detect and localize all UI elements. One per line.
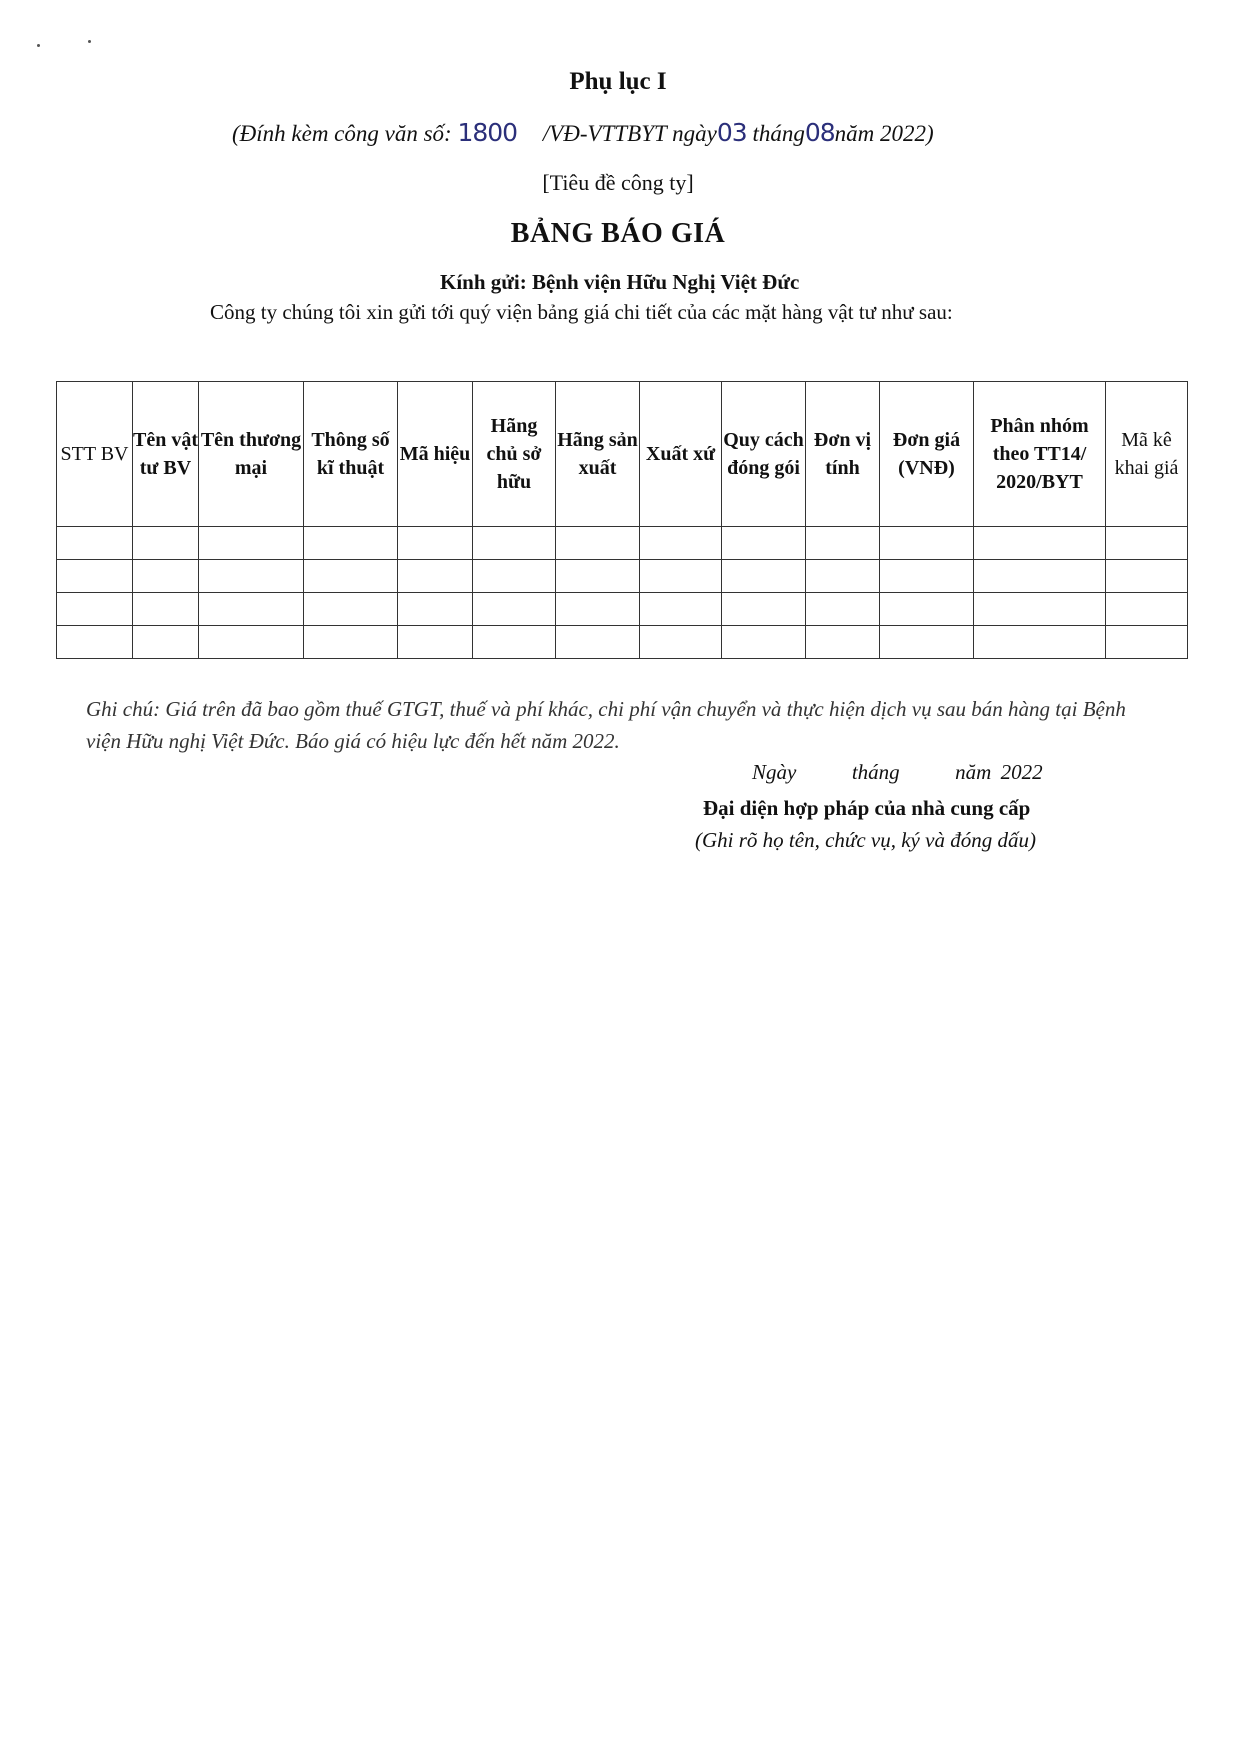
intro-paragraph: Công ty chúng tôi xin gửi tới quý viện bảng giá chi tiết của các mặt hàng vật tư như sau:: [210, 300, 953, 324]
table-cell: [880, 560, 974, 593]
table-cell: [133, 527, 199, 560]
table-cell: [722, 560, 806, 593]
header-xuat-xu: Xuất xứ: [640, 382, 722, 527]
handwritten-doc-number: 1800: [457, 118, 518, 147]
table-cell: [57, 527, 133, 560]
handwritten-day: 03: [716, 118, 747, 147]
signature-instruction: (Ghi rõ họ tên, chức vụ, ký và đóng dấu): [695, 828, 1036, 852]
header-quy-cach: Quy cách đóng gói: [722, 382, 806, 527]
attachment-month-label: tháng: [752, 121, 805, 146]
header-hang-san-xuat: Hãng sản xuất: [556, 382, 640, 527]
attachment-prefix: (Đính kèm công văn số:: [232, 121, 452, 146]
header-stt-bv: STT BV: [57, 382, 133, 527]
header-ma-ke-khai: Mã kê khai giá: [1106, 382, 1188, 527]
appendix-title: Phụ lục I: [569, 68, 667, 95]
attachment-code: /VĐ-VTTBYT ngày: [542, 121, 717, 146]
table-row: [57, 626, 1188, 659]
table-cell: [304, 626, 398, 659]
header-ten-thuong-mai: Tên thương mại: [199, 382, 304, 527]
table-cell: [806, 527, 880, 560]
table-cell: [880, 626, 974, 659]
table-cell: [880, 527, 974, 560]
table-cell: [722, 593, 806, 626]
table-cell: [304, 527, 398, 560]
table-cell: [304, 560, 398, 593]
table-cell: [304, 593, 398, 626]
table-cell: [398, 560, 473, 593]
table-cell: [398, 593, 473, 626]
table-cell: [398, 626, 473, 659]
table-cell: [133, 560, 199, 593]
table-cell: [473, 527, 556, 560]
company-title-placeholder: [Tiêu đề công ty]: [542, 170, 694, 195]
header-ma-hieu: Mã hiệu: [398, 382, 473, 527]
table-cell: [556, 527, 640, 560]
table-cell: [974, 527, 1106, 560]
table-cell: [640, 527, 722, 560]
header-thong-so: Thông số kĩ thuật: [304, 382, 398, 527]
table-cell: [1106, 593, 1188, 626]
table-cell: [133, 626, 199, 659]
table-row: [57, 593, 1188, 626]
table-cell: [1106, 527, 1188, 560]
scan-speck: [37, 44, 40, 47]
table-cell: [806, 560, 880, 593]
table-cell: [473, 560, 556, 593]
header-ten-vat-tu: Tên vật tư BV: [133, 382, 199, 527]
table-cell: [473, 626, 556, 659]
price-quotation-table: [56, 381, 1188, 659]
table-cell: [1106, 560, 1188, 593]
table-cell: [57, 560, 133, 593]
table-cell: [1106, 626, 1188, 659]
attachment-year: năm 2022): [834, 121, 934, 146]
note-paragraph: Ghi chú: Giá trên đã bao gồm thuế GTGT, thuế và phí khác, chi phí vận chuyển và thực hiện dịch vụ sau bán hàng tại Bệnh viện Hữu nghị Việt Đức. Báo giá có hiệu lực đến hết năm 2022.: [86, 697, 1126, 753]
header-don-gia: Đơn giá (VNĐ): [880, 382, 974, 527]
header-don-vi-tinh: Đơn vị tính: [806, 382, 880, 527]
table-cell: [199, 527, 304, 560]
table-cell: [722, 626, 806, 659]
table-row: [57, 560, 1188, 593]
table-cell: [974, 626, 1106, 659]
table-cell: [133, 593, 199, 626]
table-cell: [556, 593, 640, 626]
table-cell: [640, 626, 722, 659]
table-cell: [806, 626, 880, 659]
handwritten-month: 08: [804, 118, 835, 147]
table-cell: [640, 593, 722, 626]
header-hang-chu-so-huu: Hãng chủ sở hữu: [473, 382, 556, 527]
attachment-line: [232, 118, 934, 147]
table-cell: [398, 527, 473, 560]
recipient-line: Kính gửi: Bệnh viện Hữu Nghị Việt Đức: [440, 270, 800, 294]
table-cell: [722, 527, 806, 560]
table-cell: [556, 560, 640, 593]
header-phan-nhom: Phân nhóm theo TT14/ 2020/BYT: [974, 382, 1106, 527]
table-cell: [199, 593, 304, 626]
table-cell: [974, 593, 1106, 626]
scan-speck: [88, 40, 91, 43]
table-cell: [974, 560, 1106, 593]
table-cell: [57, 593, 133, 626]
table-cell: [640, 560, 722, 593]
table-cell: [806, 593, 880, 626]
document-title: BẢNG BÁO GIÁ: [510, 218, 726, 249]
table-cell: [880, 593, 974, 626]
table-cell: [473, 593, 556, 626]
table-cell: [57, 626, 133, 659]
table-cell: [199, 626, 304, 659]
table-cell: [556, 626, 640, 659]
table-row: [57, 527, 1188, 560]
representative-title: Đại diện hợp pháp của nhà cung cấp: [703, 796, 1031, 820]
table-header-row: [57, 382, 1188, 527]
table-cell: [199, 560, 304, 593]
signature-date-line: Ngày tháng năm 2022: [752, 760, 1043, 784]
